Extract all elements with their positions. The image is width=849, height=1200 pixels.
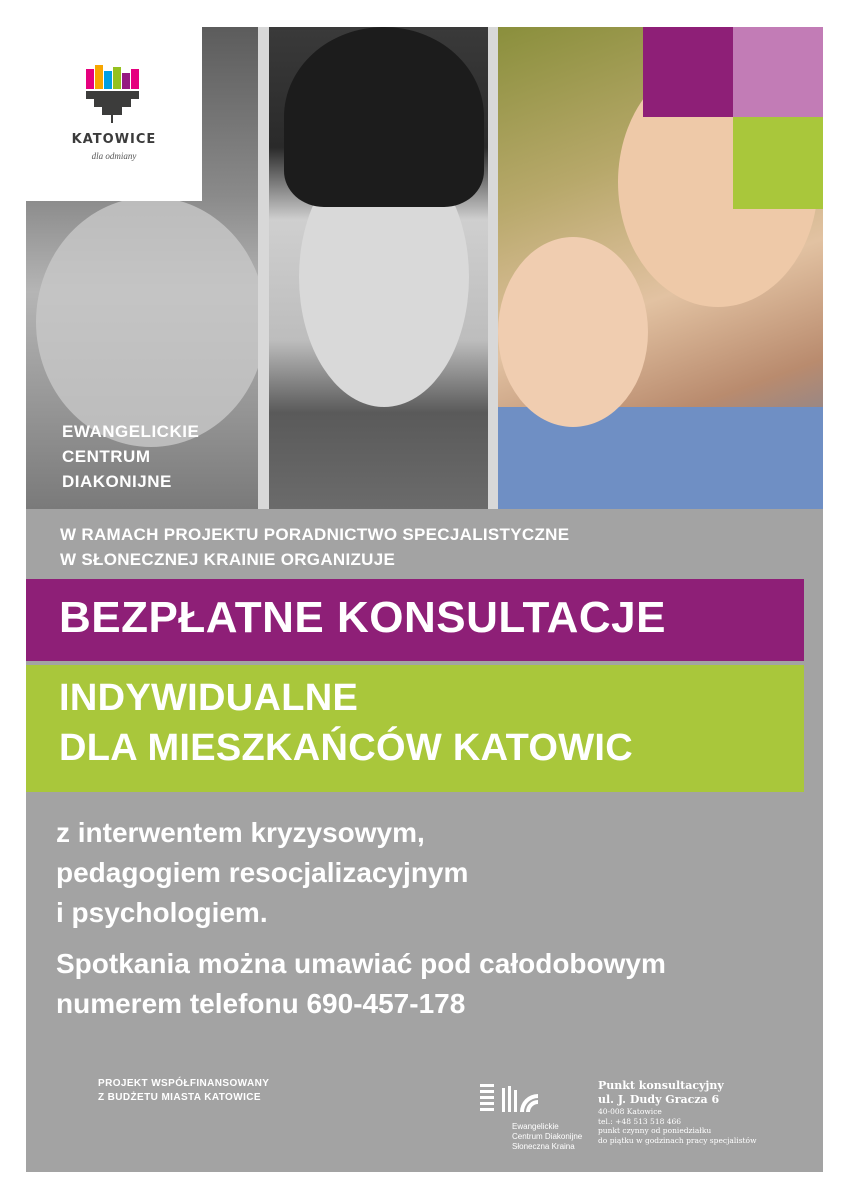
katowice-heart-icon <box>84 65 140 125</box>
consultation-point <box>598 1079 757 1145</box>
project-intro <box>60 522 569 572</box>
ecd-line: Centrum Diakonijne <box>512 1132 583 1141</box>
organizer-line: CENTRUM <box>62 447 151 466</box>
booking-phone-line: numerem telefonu 690-457-178 <box>56 988 466 1019</box>
cofinancing-note <box>98 1077 269 1105</box>
photo-boy-in-hat <box>269 27 488 509</box>
ecd-line: Ewangelickie <box>512 1122 559 1131</box>
intro-line: W RAMACH PROJEKTU PORADNICTWO SPECJALISTYCZNE <box>60 525 570 544</box>
point-city: 40-008 Katowice <box>598 1107 662 1116</box>
decor-square-green <box>733 117 823 209</box>
subheadline-line: DLA MIESZKAŃCÓW KATOWIC <box>59 727 634 769</box>
decor-square-pink <box>733 27 823 117</box>
cofinancing-line: PROJEKT WSPÓŁFINANSOWANY <box>98 1078 270 1089</box>
logo-tagline: dla odmiany <box>91 151 137 161</box>
subheadline <box>59 673 633 773</box>
katowice-logo <box>26 27 202 201</box>
specialists-text <box>56 813 468 933</box>
point-hours: punkt czynny od poniedziałku <box>598 1126 712 1135</box>
booking-line: Spotkania można umawiać pod całodobowym <box>56 948 666 979</box>
organizer-line: DIAKONIJNE <box>62 472 172 491</box>
point-address: ul. J. Dudy Gracza 6 <box>598 1093 720 1106</box>
decor-square-purple <box>643 27 733 117</box>
specialists-line: z interwentem kryzysowym, <box>56 817 425 848</box>
sun-rays-icon <box>480 1082 550 1122</box>
ecd-line: Słoneczna Kraina <box>512 1142 575 1151</box>
organizer-line: EWANGELICKIE <box>62 422 200 441</box>
headline: BEZPŁATNE KONSULTACJE <box>59 593 666 642</box>
specialists-line: pedagogiem resocjalizacyjnym <box>56 857 469 888</box>
intro-line: W SŁONECZNEJ KRAINIE ORGANIZUJE <box>60 550 396 569</box>
headline-band <box>26 579 804 661</box>
subheadline-line: INDYWIDUALNE <box>59 677 359 719</box>
organizer-name <box>62 419 199 494</box>
poster <box>26 27 823 1172</box>
cofinancing-line: Z BUDŻETU MIASTA KATOWICE <box>98 1092 261 1103</box>
face-shape <box>36 197 258 447</box>
specialists-line: i psychologiem. <box>56 897 268 928</box>
point-hours: do piątku w godzinach pracy specjalistów <box>598 1135 757 1145</box>
hat-shape <box>284 27 484 207</box>
ecd-logo-text <box>512 1122 582 1152</box>
face-shape <box>498 237 648 427</box>
photo-divider <box>488 27 498 509</box>
point-title: Punkt konsultacyjny <box>598 1079 724 1092</box>
logo-name: KATOWICE <box>71 132 157 147</box>
subheadline-band <box>26 665 804 792</box>
point-phone: tel.: +48 513 518 466 <box>598 1116 682 1126</box>
booking-text <box>56 944 666 1024</box>
shirt-shape <box>498 407 823 509</box>
photo-divider <box>258 27 269 509</box>
